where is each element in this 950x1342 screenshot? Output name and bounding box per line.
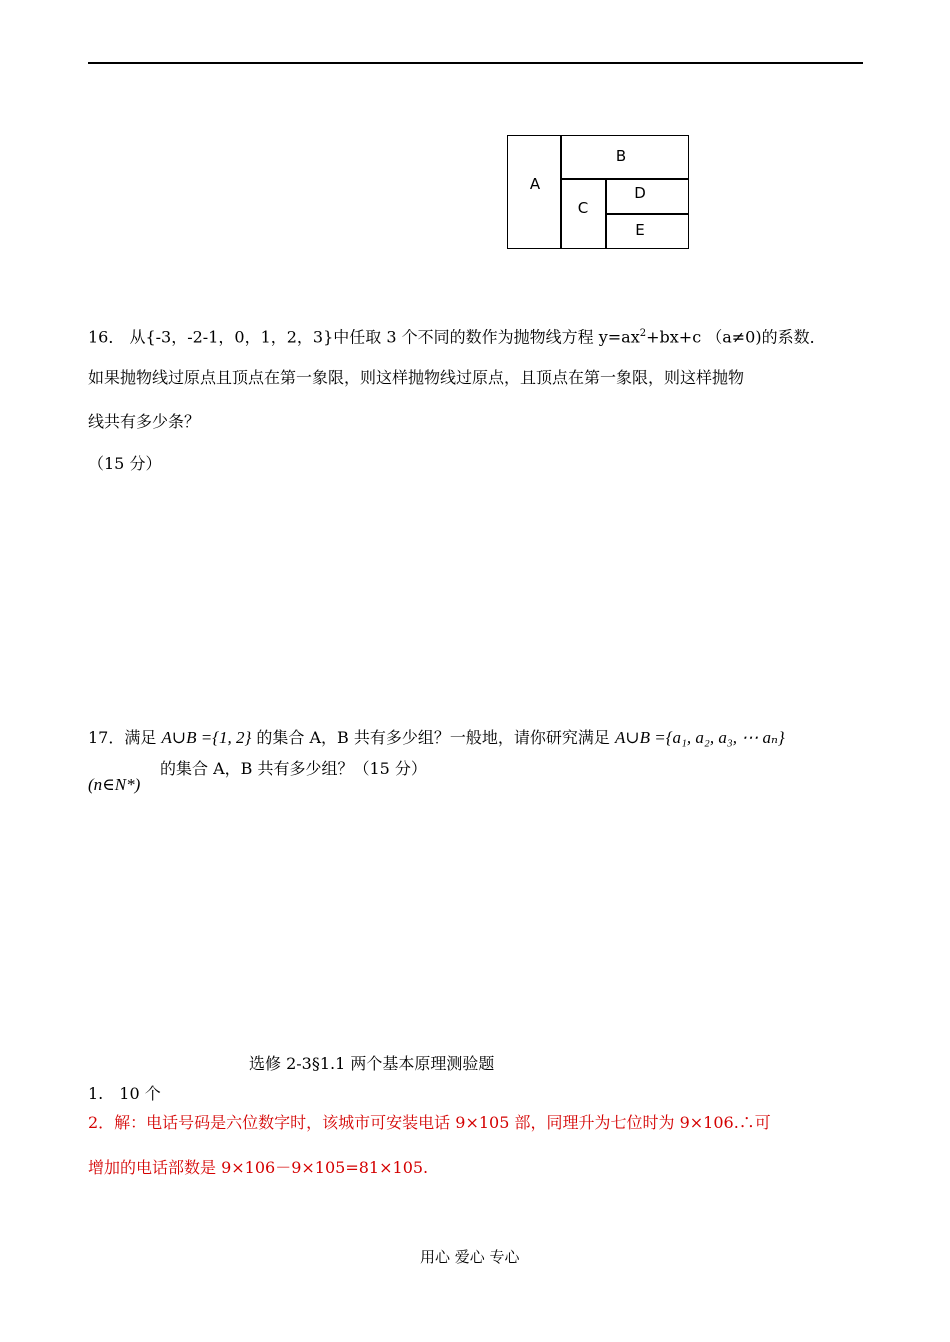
q17-condition: (n∈N*) — [88, 775, 141, 794]
answer-2-line-2: 增加的电话部数是 9×106－9×105=81×105. — [88, 1158, 429, 1177]
region-label-e: E — [635, 221, 645, 239]
region-label-a: A — [529, 175, 541, 193]
region-label-d: D — [634, 184, 646, 202]
region-label-c: C — [577, 199, 589, 217]
q17-line-1: 17．满足 A∪B ={1, 2} 的集合 A，B 共有多少组？一般地，请你研究满足 A∪B ={a₁, a₂, a₃, ⋯ aₙ} — [88, 728, 785, 747]
q16-line-3: 线共有多少条？ — [88, 412, 201, 431]
header-rule — [88, 62, 863, 64]
diagram-divider-b — [560, 178, 689, 180]
diagram-divider-a — [560, 135, 562, 249]
q16-line-1: 16． 从{-3，-2-1，0，1，2，3}中任取 3 个不同的数作为抛物线方程 $y=ax^2+bx+c$ （a≠0)的系数． — [88, 327, 826, 347]
answer-1: 1. 10 个 — [88, 1084, 161, 1103]
page-footer: 用心 爱心 专心 — [420, 1248, 520, 1266]
diagram-divider-d — [605, 213, 689, 215]
region-diagram — [507, 135, 689, 249]
answer-2-line-1: 2．解：电话号码是六位数字时，该城市可安装电话 9×105 部，同理升为七位时为 9×106.∴可 — [88, 1113, 771, 1132]
answers-title: 选修 2-3§1.1 两个基本原理测验题 — [249, 1054, 495, 1073]
q16-line-2: 如果抛物线过原点且顶点在第一象限，则这样抛物线过原点，且顶点在第一象限，则这样抛物 — [88, 368, 745, 387]
q16-score: （15 分） — [88, 454, 162, 473]
q17-line-2: 的集合 A，B 共有多少组？（15 分） — [160, 759, 427, 778]
region-label-b: B — [615, 147, 627, 165]
